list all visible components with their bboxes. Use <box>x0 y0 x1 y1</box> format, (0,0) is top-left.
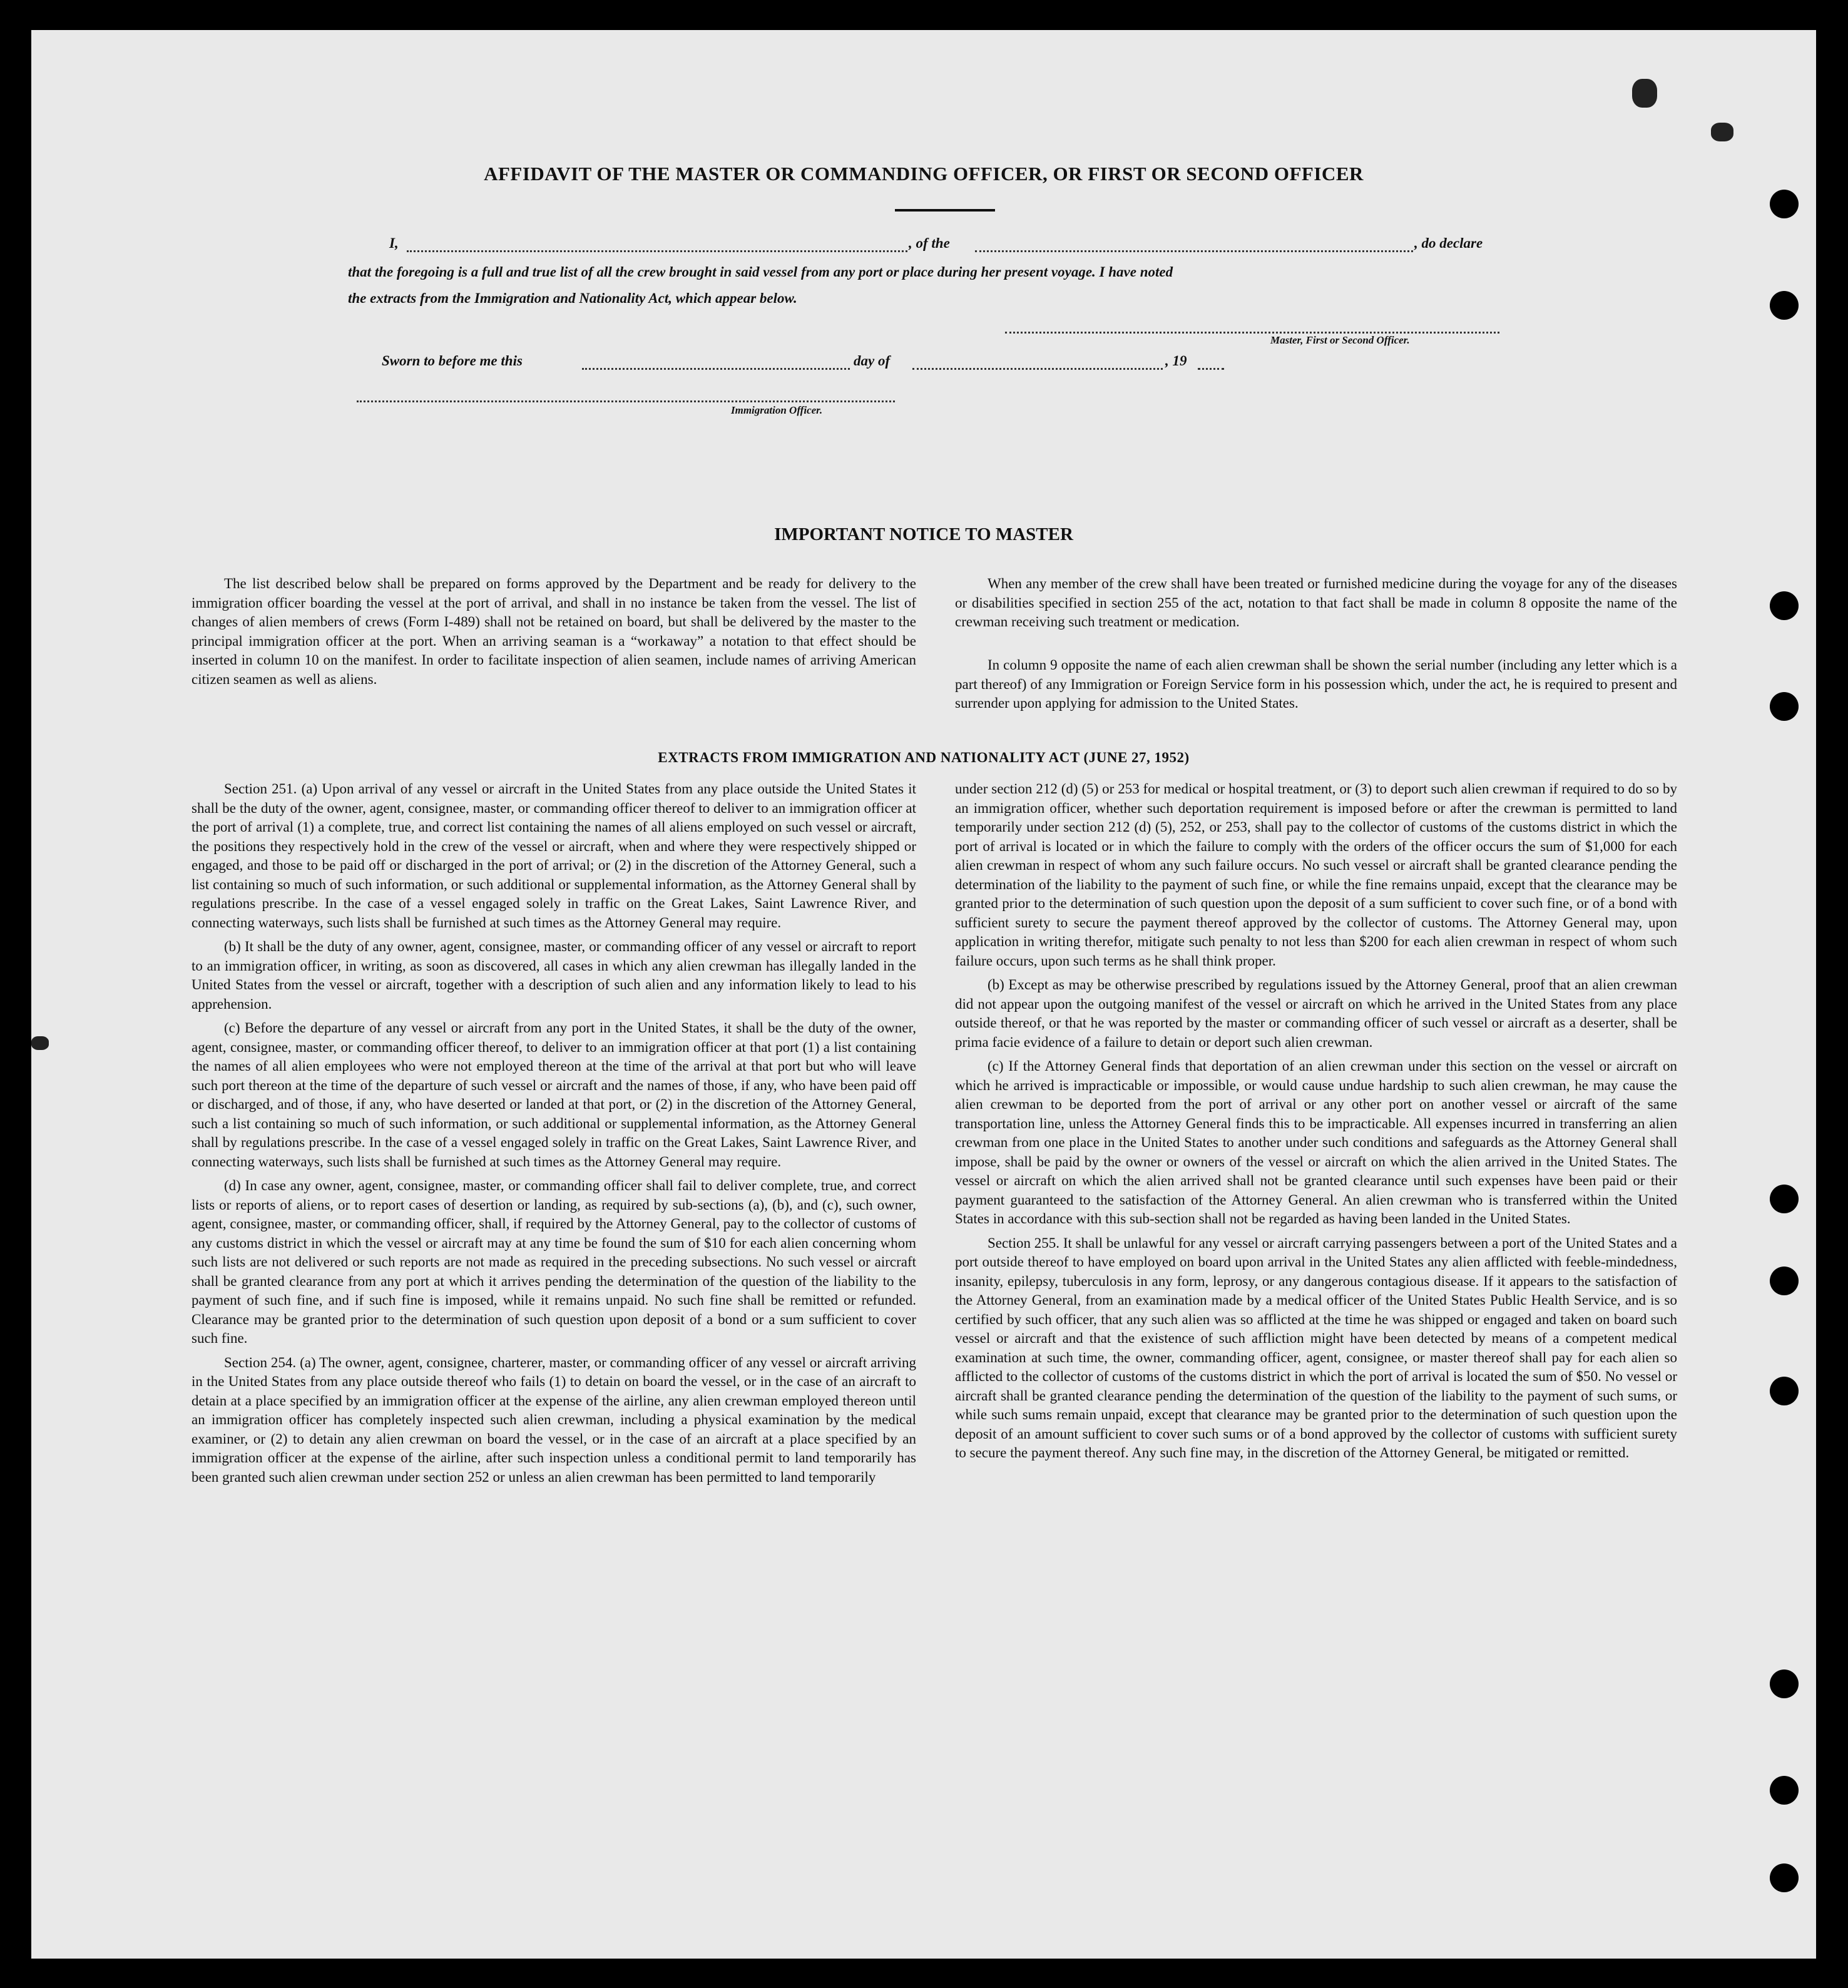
section-251-c: (c) Before the departure of any vessel or aircraft from any port in the United States, it shall be the duty of the owner, agent, consignee, master, or commanding officer thereof, to deliver to an immigration officer at that port (1) a list containing the names of all alien employees who were not employed thereon at the time of the arrival at that port but who will leave such port thereon at the time of the departure of such vessel or aircraft and the names of those, if any, who have been paid off or discharged, and of those, if any, who have deserted or landed at that port, or (2) in the discretion of the Attorney General, such a list containing so much of such information, or such additional or supplemental information, as the Attorney General shall by regulations prescribe. In the case of a vessel engaged solely in traffic on the Great Lakes, Saint Lawrence River, and connecting waterways, such lists shall be furnished at such times as the Attorney General may require. <box>191 1020 916 1170</box>
punch-hole <box>1770 1377 1799 1405</box>
punch-hole <box>1770 1669 1799 1698</box>
sworn-year-field[interactable] <box>1198 368 1224 370</box>
section-255: Section 255. It shall be unlawful for any vessel or aircraft carrying passengers between a port of the United States and a port outside thereof to have employed on board upon arrival in the United States any alien afflicted with feeble-mindedness, insanity, epilepsy, tuberculosis in any form, leprosy, or any dangerous contagious disease. If it appears to the satisfaction of the Attorney General, from an examination made by a medical officer of the United States Public Health Service, and is so certified by such officer, that any such alien was so afflicted at the time he was shipped or engaged and taken on board such vessel or aircraft and that the existence of such affliction might have been detected by means of a competent medical examination at such time, the owner, commanding officer, agent, consignee, or master thereof shall pay for each alien so afflicted to the collector of customs of the customs district in which the port of arrival is located the sum of $50. No vessel or aircraft shall be granted clearance pending the determination of the question of the liability to the payment of such sums, or while such sums remain unpaid, except that clearance may be granted prior to the determination of such question upon the deposit of an amount sufficient to cover such sums or of a bond approved by the collector of customs with sufficient surety to secure the payment thereof. Any such fine may, in the discretion of the Attorney General, be mitigated or remitted. <box>955 1235 1677 1460</box>
name-field[interactable] <box>407 250 907 252</box>
punch-hole <box>1770 1776 1799 1805</box>
section-251-b: (b) It shall be the duty of any owner, agent, consignee, master, or commanding officer of any vessel or aircraft to report to an immigration officer, in writing, as soon as discovered, all cases in which any alien crewman has illegally landed in the United States from the vessel or aircraft, together with a description of such alien and any information likely to lead to his apprehension. <box>191 939 916 1012</box>
declaration-statement-cont: the extracts from the Immigration and Nationality Act, which appear below. <box>348 290 797 306</box>
officer-signature-caption: Immigration Officer. <box>731 404 823 416</box>
punch-hole <box>1770 1863 1799 1892</box>
section-254-a-cont: under section 212 (d) (5) or 253 for medical or hospital treatment, or (3) to deport such alien crewman if required to do so by an immigration officer, whether such deportation requirement is imposed before or after the crewman is permitted to land temporarily under section 212 (d) (5), 252, or 253, shall pay to the collector of customs of the customs district in which the port of arrival is located or in which the failure to comply with the orders of the officer occurs the sum of $1,000 for each alien crewman in respect of whom any such failure occurs. No such vessel or aircraft shall be granted clearance pending the determination of the liability to the payment of such fine, or while the fine remains unpaid, except that the clearance may be granted prior to the determination of such question upon the deposit of a sum sufficient to cover such fine, or of a bond with sufficient surety to secure the payment thereof approved by the collector of customs. The Attorney General may, upon application in writing therefor, mitigate such penalty to not less than $200 for each alien crewman in respect of whom such failure occurs, upon such terms as he shall think proper. <box>955 781 1677 969</box>
form-page <box>31 30 1816 1959</box>
vessel-field[interactable] <box>975 250 1413 252</box>
ink-speck <box>1632 79 1657 108</box>
sworn-day-field[interactable] <box>582 368 850 370</box>
affidavit-title: AFFIDAVIT OF THE MASTER OR COMMANDING OFFICER, OR FIRST OR SECOND OFFICER <box>484 163 1364 185</box>
punch-hole <box>1770 190 1799 218</box>
notice-right-paragraph-2: In column 9 opposite the name of each alien crewman shall be shown the serial number (including any letter which is a part thereof) of any Immigration or Foreign Service form in his possession which, under the act, he is required to present and surrender upon applying for admission to the United States. <box>955 657 1677 711</box>
extracts-right-column <box>955 780 1677 1468</box>
section-251-d: (d) In case any owner, agent, consignee, master, or commanding officer shall fail to deliver complete, true, and correct lists or reports of aliens, or to report cases of desertion or landing, as required by sub-sections (a), (b), and (c), such owner, agent, consignee, master, or commanding officer, shall, if required by the Attorney General, pay to the collector of customs of any customs district in which the vessel or aircraft may at any time be found the sum of $10 for each alien concerning whom such lists are not delivered or such reports are not made as required in the preceding subsections. No such vessel or aircraft shall be granted clearance from any port at which it arrives pending the determination of the question of the liability to the payment of such fine, and if such fine is imposed, while it remains unpaid. No such fine shall be remitted or refunded. Clearance may be granted prior to the determination of such question upon deposit of a bond or a sum sufficient to cover such fine. <box>191 1178 916 1346</box>
master-signature-field[interactable] <box>1005 332 1499 334</box>
year-label: , 19 <box>1165 353 1187 369</box>
i-label: I, <box>389 235 399 251</box>
section-254-a: Section 254. (a) The owner, agent, consignee, charterer, master, or commanding officer of any vessel or aircraft arriving in the United States from any place outside thereof who fails (1) to detain on board the vessel, or in the case of an aircraft to detain at a place specified by an immigration officer at the expense of the airline, any alien crewman employed thereon until an immigration officer has completely inspected such alien crewman, including a physical examination by the medical examiner, or (2) to detain any alien crewman on board the vessel, or in the case of an aircraft at a place specified by an immigration officer at the expense of the airline, after such inspection unless a conditional permit to land temporarily has been granted such alien crewman under section 252 or unless an alien crewman has been permitted to land temporarily <box>191 1354 916 1485</box>
ink-speck <box>31 1036 49 1050</box>
section-254-b: (b) Except as may be otherwise prescribed by regulations issued by the Attorney General, proof that an alien crewman did not appear upon the outgoing manifest of the vessel or aircraft on which he arrived in the United States from any place outside thereof, or that he was reported by the master or commanding officer of such vessel or aircraft as a deserter, shall be prima facie evidence of a failure to detain or deport such alien crewman. <box>955 977 1677 1050</box>
notice-left-paragraph: The list described below shall be prepared on forms approved by the Department and be ready for delivery to the immigration officer boarding the vessel at the port of arrival, and shall in no instance be taken from the vessel. The list of changes of alien members of crews (Form I-489) shall not be retained on board, but shall be delivered by the master to the principal immigration officer at the port. When an arriving seaman is a “workaway” a notation to that effect should be inserted in column 10 on the manifest. In order to facilitate inspection of alien seamen, include names of arriving American citizen seamen as well as aliens. <box>191 576 916 687</box>
punch-hole <box>1770 1185 1799 1213</box>
punch-hole <box>1770 591 1799 620</box>
of-the-label: , of the <box>909 235 950 251</box>
declare-label: , do declare <box>1414 235 1483 251</box>
punch-hole <box>1770 1267 1799 1295</box>
punch-hole <box>1770 692 1799 721</box>
officer-signature-field[interactable] <box>357 400 895 402</box>
punch-hole <box>1770 291 1799 320</box>
section-251-a: Section 251. (a) Upon arrival of any vessel or aircraft in the United States from any place outside the United States it shall be the duty of the owner, agent, consignee, master, or commanding officer thereof to deliver to an immigration officer at the port of arrival (1) a complete, true, and correct list containing the names of all aliens employed on such vessel or aircraft, the positions they respectively hold in the crew of the vessel or aircraft, when and where they were respectively shipped or engaged, and those to be paid off or discharged in the port of arrival; or (2) in the discretion of the Attorney General, such a list containing so much of such information, or such additional or supplemental information, as the Attorney General shall by regulations prescribe. In the case of a vessel engaged solely in traffic on the Great Lakes, Saint Lawrence River, and connecting waterways, such lists shall be furnished at such times as the Attorney General may require. <box>191 781 916 930</box>
notice-title: IMPORTANT NOTICE TO MASTER <box>774 524 1073 544</box>
day-of-label: day of <box>854 353 891 369</box>
declaration-statement: that the foregoing is a full and true list of all the crew brought in said vessel from any port or place during her present voyage. I have noted <box>348 264 1173 280</box>
extracts-title: EXTRACTS FROM IMMIGRATION AND NATIONALITY ACT (JUNE 27, 1952) <box>658 750 1190 765</box>
master-signature-caption: Master, First or Second Officer. <box>1270 334 1410 346</box>
sworn-label: Sworn to before me this <box>382 353 523 369</box>
extracts-left-column <box>191 780 916 1492</box>
notice-right-paragraph-1: When any member of the crew shall have been treated or furnished medicine during the voyage for any of the diseases or disabilities specified in section 255 of the act, notation to that fact shall be made in column 8 opposite the name of the crewman receiving such treatment or medication. <box>955 576 1677 630</box>
section-254-c: (c) If the Attorney General finds that deportation of an alien crewman under this section on the vessel or aircraft on which he arrived is impracticable or impossible, or would cause undue hardship to such alien crewman, he may cause the alien crewman to be deported from the port of arrival or any other port on another vessel or aircraft of the same transportation line, unless the Attorney General finds this to be impracticable. All expenses incurred in transferring an alien crewman from one place in the United States to another under such conditions and safeguards as the Attorney General shall impose, shall be paid by the owner or owners of the vessel or aircraft on which the alien arrived in the United States. The vessel or aircraft on which the alien arrived shall not be granted clearance until such expenses have been paid or their payment guaranteed to the satisfaction of the Attorney General. An alien crewman who is transferred within the United States in accordance with this sub-section shall not be regarded as having been landed in the United States. <box>955 1058 1677 1226</box>
ink-speck <box>1711 123 1733 141</box>
sworn-month-field[interactable] <box>912 368 1163 370</box>
title-divider <box>895 209 995 212</box>
